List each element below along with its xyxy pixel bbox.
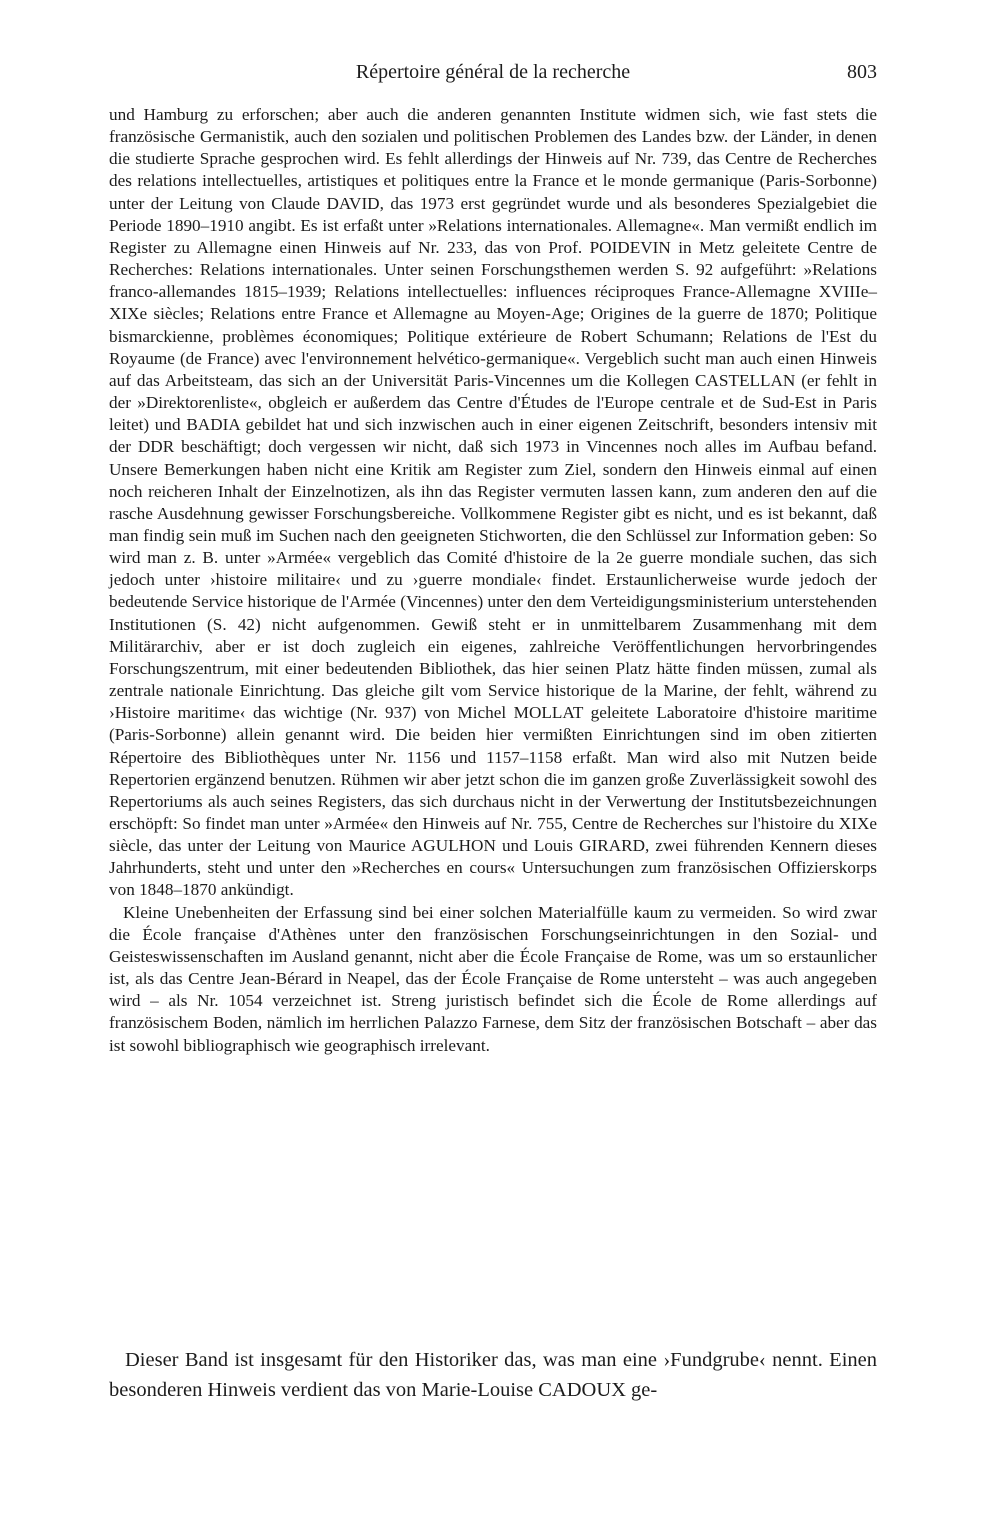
review-section [109, 1345, 877, 1405]
body-text [109, 104, 877, 1057]
running-title: Répertoire général de la recherche [355, 61, 631, 83]
body-paragraph-1: und Hamburg zu erforschen; aber auch die anderen genannten Institute widmen sich, wie fast stets die französische Germanistik, auch den sozialen und politischen Problemen des Landes bzw. der Länder, in denen die studierte Sprache gesprochen wird. Es fehlt allerdings der Hinweis auf Nr. 739, das Centre de Recherches des relations intellectuelles, artistiques et politiques entre la France et le monde germanique (Paris-Sorbonne) unter der Leitung von Claude DAVID, das 1973 erst gegründet wurde und als besonderes Spezialgebiet die Periode 1890–1910 angibt. Es ist erfaßt unter »Relations internationales. Allemagne«. Man vermißt endlich im Register zu Allemagne einen Hinweis auf Nr. 233, das von Prof. POIDEVIN in Metz geleitete Centre de Recherches: Relations internationales. Unter seinen Forschungsthemen werden S. 92 aufgeführt: »Relations franco-allemandes 1815–1939; Relations intellectuelles: influences réciproques France-Allemagne XVIIIe–XIXe siècles; Relations entre France et Allemagne au Moyen-Age; Origines de la guerre de 1870; Politique bismarckienne, problèmes économiques; Politique extérieure de Robert Schumann; Relations de l'Est du Royaume (de France) avec l'environnement helvético-germanique«. Vergeblich sucht man auch einen Hinweis auf das Arbeitsteam, das sich an der Universität Paris-Vincennes um die Kollegen CASTELLAN (er fehlt in der »Direktorenliste«, obgleich er außerdem das Centre d'Études de l'Europe centrale et de Sud-Est in Paris leitet) und BADIA gebildet hat und sich inzwischen auch in einer eigenen Zeitschrift, besonders intensiv mit der DDR beschäftigt; doch vergessen wir nicht, daß sich 1973 in Vincennes noch alles im Aufbau befand. Unsere Bemerkungen haben nicht eine Kritik am Register zum Ziel, sondern den Hinweis einmal auf einen noch reicheren Inhalt der Einzelnotizen, als ihn das Register vermuten lassen kann, zum anderen den auf die rasche Ausdehnung gewisser Forschungsbereiche. Vollkommene Register gibt es nicht, und es ist bekannt, daß man findig sein muß im Suchen nach den geeigneten Stichworten, die den Schlüssel zur Information geben: So wird man z. B. unter »Armée« vergeblich das Comité d'histoire de la 2e guerre mondiale suchen, das sich jedoch unter ›histoire militaire‹ und zu ›guerre mondiale‹ findet. Erstaunlicherweise wurde jedoch der bedeutende Service historique de l'Armée (Vincennes) unter den dem Verteidigungsministerium unterstehenden Institutionen (S. 42) nicht aufgenommen. Gewiß steht er in unmittelbarem Zusammenhang mit dem Militärarchiv, aber er ist doch zugleich ein eigenes, zahlreiche Veröffentlichungen hervorbringendes Forschungszentrum, mit einer bedeutenden Bibliothek, das hier seinen Platz hätte finden müssen, zumal als zentrale nationale Einrichtung. Das gleiche gilt vom Service historique de la Marine, der fehlt, während zu ›Histoire maritime‹ das wichtige (Nr. 937) von Michel MOLLAT geleitete Laboratoire d'histoire maritime (Paris-Sorbonne) allein genannt wird. Die beiden hier vermißten Einrichtungen sind im oben zitierten Répertoire des Bibliothèques unter Nr. 1156 und 1157–1158 erfaßt. Man wird also mit Nutzen beide Repertorien ergänzend benutzen. Rühmen wir aber jetzt schon die im ganzen große Zuverlässigkeit sowohl des Repertoriums als auch seines Registers, das sich durchaus nicht in der Verwertung der Institutsbezeichnungen erschöpft: So findet man unter »Armée« den Hinweis auf Nr. 755, Centre de Recherches sur l'histoire du XIXe siècle, das unter der Leitung von Maurice AGULHON und Louis GIRARD, zwei führenden Kennern dieses Jahrhunderts, steht und unter den »Recherches en cours« Untersuchungen zum französischen Offizierskorps von 1848–1870 ankündigt. [109, 105, 877, 900]
review-paragraph: Dieser Band ist insgesamt für den Historiker das, was man eine ›Fundgrube‹ nennt. Einen besonderen Hinweis verdient das von Marie-Louise CADOUX ge- [109, 1349, 877, 1401]
page-number: 803 [847, 61, 877, 83]
body-paragraph-2: Kleine Unebenheiten der Erfassung sind bei einer solchen Materialfülle kaum zu vermeiden. So wird zwar die École française d'Athènes unter den französischen Forschungseinrichtungen in den Sozial- und Geisteswissenschaften im Ausland genannt, nicht aber die École Française de Rome, was um so erstaunlicher ist, als das Centre Jean-Bérard in Neapel, das der École Française de Rome untersteht – was auch angegeben wird – als Nr. 1054 verzeichnet ist. Streng juristisch befindet sich die École de Rome allerdings auf französischem Boden, nämlich im herrlichen Palazzo Farnese, dem Sitz der französischen Botschaft – aber das ist sowohl bibliographisch wie geographisch irrelevant. [109, 902, 877, 1055]
running-head [109, 58, 877, 86]
